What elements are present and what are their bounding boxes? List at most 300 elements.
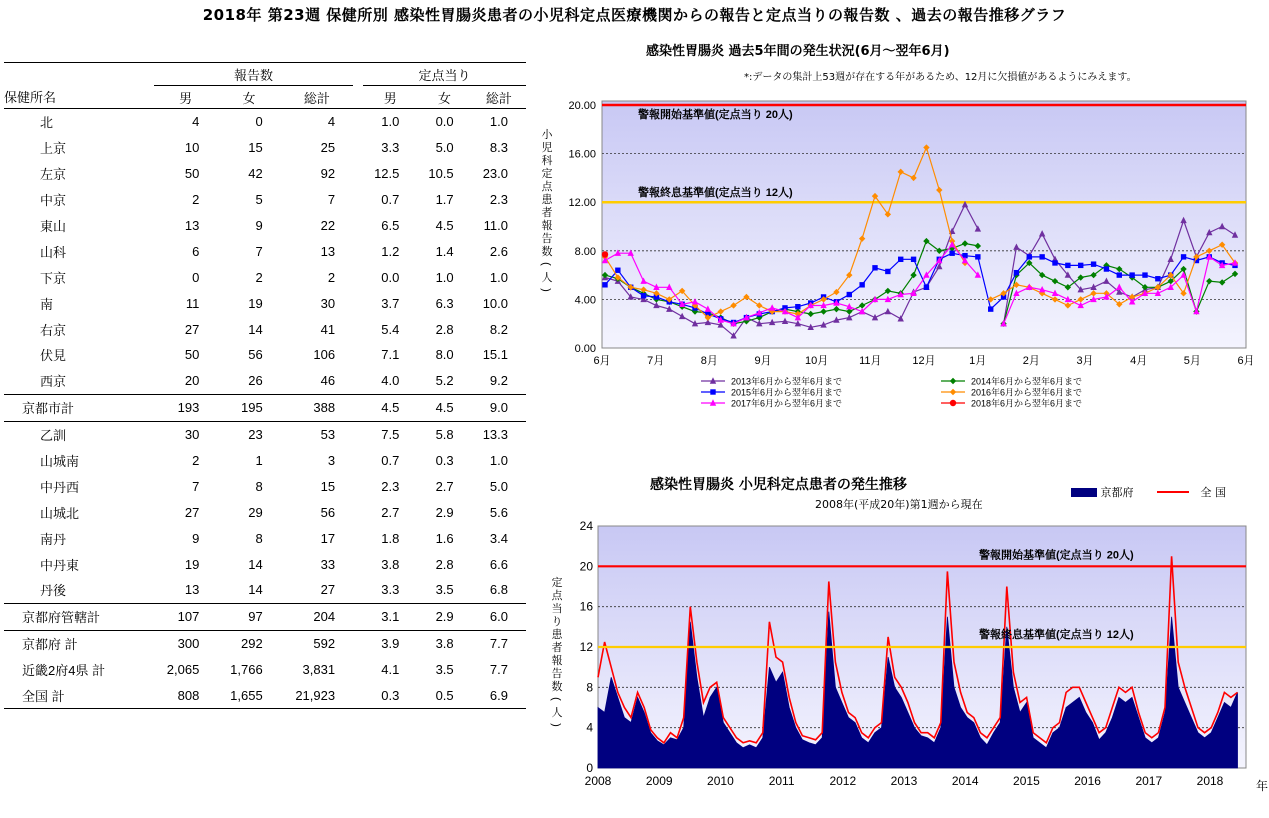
row-name: 西京 <box>40 374 67 390</box>
chart-point <box>1039 254 1044 259</box>
cell-report: 1,766 <box>230 662 263 678</box>
cell-report: 204 <box>281 603 353 630</box>
cell-report: 11 <box>185 295 200 311</box>
legend-national-label: 全 国 <box>1200 486 1226 499</box>
chart-point <box>975 254 980 259</box>
chart1-y-tick-label: 8.00 <box>574 245 596 258</box>
svg-text:(: ( <box>550 697 562 701</box>
report-table-body <box>4 63 526 709</box>
chart-point <box>949 251 954 256</box>
svg-text:り: り <box>551 616 563 628</box>
cell-report: 56 <box>320 504 336 520</box>
cell-report: 15 <box>320 478 336 494</box>
table-row <box>4 264 526 290</box>
chart1-x-tick-label: 11月 <box>859 355 882 367</box>
cell-report: 14 <box>248 321 263 337</box>
chart1-x-tick-label: 10月 <box>805 355 829 367</box>
cell-report: 26 <box>248 373 263 389</box>
chart1-warning-start-label: 警報開始基準値(定点当り 20人) <box>638 109 793 121</box>
cell-report: 1,655 <box>217 683 280 709</box>
cell-report: 7 <box>327 192 336 208</box>
table-row <box>4 525 526 551</box>
cell-report: 2 <box>192 453 200 469</box>
chart-point <box>615 268 620 273</box>
cell-rate: 7.1 <box>381 347 400 363</box>
chart2-y-tick-label: 0 <box>586 761 593 775</box>
row-name: 東山 <box>40 219 67 234</box>
chart-point <box>1065 263 1070 268</box>
svg-text:児: 児 <box>541 142 553 154</box>
cell-report: 46 <box>320 373 336 389</box>
cell-report: 592 <box>281 630 353 656</box>
cell-report: 195 <box>217 394 280 421</box>
row-name: 右京 <box>40 322 67 338</box>
cell-report: 50 <box>184 166 200 182</box>
chart2-x-tick-label: 2018 <box>1196 774 1224 788</box>
chart1-y-tick-label: 4.00 <box>574 294 596 307</box>
chart2-x-tick-label: 2012 <box>829 774 857 788</box>
chart1-legend <box>701 376 1082 409</box>
row-name: 下京 <box>40 270 67 286</box>
chart1-x-tick-label: 4月 <box>1130 355 1148 367</box>
cell-report: 7 <box>255 243 263 259</box>
svg-text:患: 患 <box>541 194 553 206</box>
row-name: 中丹西 <box>40 479 80 495</box>
svg-text:当: 当 <box>551 603 563 615</box>
cell-rate: 2.9 <box>435 504 454 520</box>
chart-point <box>602 282 607 287</box>
cell-rate: 23.0 <box>482 166 508 182</box>
chart2-x-tick-label: 2014 <box>951 774 979 788</box>
table-row <box>4 683 526 709</box>
cell-report: 92 <box>320 166 336 182</box>
cell-report: 1 <box>255 453 263 469</box>
cell-report: 13 <box>184 582 200 598</box>
table-row <box>4 342 526 368</box>
cell-rate: 0.7 <box>381 192 400 208</box>
svg-text:者: 者 <box>541 207 553 219</box>
chart1-x-tick-label: 9月 <box>754 355 772 367</box>
legend-label: 2016年6月から翌年6月まで <box>971 387 1083 398</box>
table-column-header-row <box>4 86 526 109</box>
cell-rate: 1.6 <box>435 530 454 546</box>
cell-rate: 4.5 <box>363 394 417 421</box>
table-row <box>4 448 526 474</box>
col-header-name: 保健所名 <box>4 86 154 109</box>
svg-text:(: ( <box>540 262 552 266</box>
group-header-per-sentinel: 定点当り <box>363 63 526 86</box>
cell-report: 107 <box>154 603 217 630</box>
cell-rate: 2.8 <box>435 321 454 337</box>
chart2-y-axis-label <box>550 576 564 727</box>
table-row <box>4 368 526 394</box>
cell-rate: 6.9 <box>472 683 526 709</box>
cell-rate: 3.3 <box>381 582 400 598</box>
row-name: 京都市計 <box>4 394 154 421</box>
chart-point <box>1129 272 1134 277</box>
row-name: 伏見 <box>40 348 67 364</box>
chart2-x-tick-label: 2010 <box>707 774 734 788</box>
cell-report: 97 <box>217 603 280 630</box>
cell-rate: 5.8 <box>417 421 471 447</box>
cell-report: 9 <box>255 218 263 233</box>
cell-rate: 2.7 <box>381 504 400 520</box>
legend-national-swatch <box>1157 491 1189 493</box>
chart-point <box>924 285 929 290</box>
cell-rate: 1.8 <box>381 530 400 546</box>
chart1-x-tick-label: 12月 <box>912 355 936 367</box>
chart-point <box>1014 270 1019 275</box>
chart-point <box>950 389 956 395</box>
chart2-x-tick-label: 2017 <box>1135 774 1163 788</box>
chart1-y-tick-label: 0.00 <box>574 343 596 355</box>
table-row <box>4 551 526 577</box>
chart2-x-tick-label: 2008 <box>584 774 612 788</box>
cell-rate: 1.0 <box>435 269 454 285</box>
cell-rate: 3.8 <box>381 556 400 572</box>
row-name: 山城北 <box>40 505 80 521</box>
row-name: 左京 <box>40 167 67 183</box>
cell-rate: 0.0 <box>435 114 454 130</box>
svg-text:報: 報 <box>551 655 563 667</box>
svg-text:報: 報 <box>541 220 553 232</box>
table-group-header-row <box>4 63 526 86</box>
cell-report: 13 <box>320 243 336 259</box>
cell-rate: 6.6 <box>489 556 508 572</box>
cell-rate: 4.0 <box>381 373 400 389</box>
cell-rate: 0.3 <box>435 453 454 469</box>
cell-rate: 1.2 <box>381 243 400 259</box>
report-table <box>4 62 526 709</box>
legend-kyoto-swatch <box>1071 488 1097 497</box>
cell-report: 388 <box>281 394 353 421</box>
cell-report: 30 <box>154 421 217 447</box>
cell-rate: 3.8 <box>417 630 471 656</box>
table-row <box>4 238 526 264</box>
cell-report: 25 <box>320 140 336 156</box>
chart2-trend-area-chart <box>534 506 1269 816</box>
table-row <box>4 161 526 187</box>
row-name: 山城南 <box>40 454 80 470</box>
chart-point <box>898 257 903 262</box>
legend-label: 2015年6月から翌年6月まで <box>731 387 843 398</box>
chart1-y-tick-label: 16.00 <box>568 148 596 161</box>
cell-rate: 0.3 <box>363 683 417 709</box>
chart1-title: 感染性胃腸炎 過去5年間の発生状況(6月～翌年6月) <box>646 44 950 59</box>
cell-rate: 1.0 <box>489 453 508 469</box>
chart1-y-axis-label <box>540 127 554 292</box>
cell-rate: 8.0 <box>435 347 454 363</box>
cell-rate: 10.0 <box>482 295 508 311</box>
cell-rate: 0.0 <box>381 269 400 285</box>
cell-report: 3 <box>327 453 336 469</box>
row-name: 中丹東 <box>40 557 80 573</box>
cell-report: 20 <box>184 373 200 389</box>
cell-rate: 3.4 <box>489 530 508 546</box>
cell-report: 56 <box>248 347 263 363</box>
table-row <box>4 135 526 161</box>
chart2-x-tick-label: 2015 <box>1013 774 1040 788</box>
cell-report: 53 <box>281 421 353 447</box>
cell-rate: 10.5 <box>428 166 454 182</box>
cell-rate: 3.3 <box>381 140 400 156</box>
cell-rate: 15.1 <box>482 347 508 363</box>
row-name: 全国 計 <box>4 683 154 709</box>
chart-point <box>950 400 956 406</box>
table-row <box>4 657 526 683</box>
cell-rate: 2.3 <box>489 192 508 208</box>
chart-point <box>872 265 877 270</box>
svg-text:数: 数 <box>541 246 553 258</box>
chart1-warning-end-label: 警報終息基準値(定点当り 12人) <box>638 187 793 200</box>
row-name: 上京 <box>40 141 67 157</box>
col-header-rate-1: 男 <box>363 86 417 109</box>
cell-report: 2 <box>192 192 200 208</box>
cell-report: 14 <box>248 556 263 572</box>
cell-rate: 6.8 <box>489 582 508 598</box>
cell-report: 292 <box>217 630 280 656</box>
cell-report: 33 <box>320 556 336 572</box>
cell-report: 8 <box>255 478 263 494</box>
cell-report: 27 <box>320 582 336 598</box>
chart1-five-year-line-chart <box>534 80 1264 420</box>
cell-rate: 5.0 <box>435 140 454 156</box>
chart2-x-tick-label: 2013 <box>890 774 918 788</box>
row-name: 北 <box>40 115 54 131</box>
legend-label: 2013年6月から翌年6月まで <box>731 376 843 387</box>
svg-text:数: 数 <box>551 681 563 693</box>
cell-rate: 13.3 <box>472 421 526 447</box>
cell-report: 13 <box>184 218 200 233</box>
row-name: 南 <box>40 296 54 312</box>
chart-point <box>1155 276 1160 281</box>
row-name: 中京 <box>40 193 67 209</box>
cell-rate: 4.1 <box>381 662 400 678</box>
svg-text:点: 点 <box>541 181 553 193</box>
cell-rate: 2.3 <box>381 478 400 494</box>
chart-point <box>710 389 715 394</box>
cell-report: 29 <box>248 504 263 520</box>
chart1-x-tick-label: 6月 <box>593 355 611 367</box>
chart-point <box>1027 254 1032 259</box>
chart-point <box>1078 263 1083 268</box>
legend-label: 2017年6月から翌年6月まで <box>731 398 843 409</box>
row-name: 乙訓 <box>4 421 154 447</box>
chart2-x-tick-label: 2016 <box>1074 774 1101 788</box>
svg-text:定: 定 <box>551 577 563 589</box>
table-row <box>4 187 526 213</box>
svg-text:科: 科 <box>541 155 553 167</box>
cell-report: 4 <box>192 114 200 130</box>
cell-report: 42 <box>248 166 263 182</box>
cell-rate: 1.4 <box>435 243 454 259</box>
chart-point <box>1142 272 1147 277</box>
cell-report: 23 <box>217 421 280 447</box>
cell-report: 9 <box>192 530 200 546</box>
cell-report: 193 <box>154 394 217 421</box>
col-header-report-1: 男 <box>154 86 217 109</box>
chart1-note: *:データの集計上53週が存在する年があるため、12月に欠損値があるようにみえます。 <box>744 72 1137 83</box>
row-name: 京都府 計 <box>4 630 154 656</box>
chart2-warning-start-label: 警報開始基準値(定点当り 20人) <box>979 549 1134 562</box>
cell-report: 19 <box>184 556 200 572</box>
chart2-title: 感染性胃腸炎 小児科定点患者の発生推移 <box>650 477 907 493</box>
table-row <box>4 394 526 421</box>
chart2-y-tick-label: 24 <box>579 519 593 533</box>
chart1-x-tick-label: 6月 <box>1237 355 1255 367</box>
legend-label: 2018年6月から翌年6月まで <box>971 398 1083 409</box>
cell-rate: 5.2 <box>435 373 454 389</box>
chart1-x-tick-label: 3月 <box>1076 355 1094 367</box>
cell-rate: 2.8 <box>435 556 454 572</box>
svg-text:告: 告 <box>551 668 563 680</box>
svg-text:告: 告 <box>541 233 553 245</box>
cell-rate: 2.9 <box>417 603 471 630</box>
cell-rate: 7.7 <box>472 630 526 656</box>
chart2-x-unit: 年 <box>1255 779 1269 793</box>
legend-label: 2014年6月から翌年6月まで <box>971 376 1083 387</box>
col-header-rate-3: 総計 <box>472 86 526 109</box>
svg-text:点: 点 <box>551 590 563 602</box>
cell-rate: 3.9 <box>363 630 417 656</box>
svg-text:): ) <box>540 288 552 292</box>
col-header-rate-2: 女 <box>417 86 471 109</box>
cell-rate: 5.4 <box>381 321 400 337</box>
cell-report: 8 <box>255 530 263 546</box>
cell-report: 2 <box>327 269 336 285</box>
chart-point <box>988 306 993 311</box>
cell-report: 7 <box>192 478 200 494</box>
chart-point <box>1181 254 1186 259</box>
table-row <box>4 421 526 447</box>
row-name: 近畿2府4県 計 <box>22 663 106 679</box>
cell-rate: 1.0 <box>381 114 400 130</box>
table-row <box>4 603 526 630</box>
chart1-series-6 <box>602 251 608 257</box>
table-row <box>4 630 526 656</box>
chart1-y-tick-label: 12.00 <box>568 197 596 210</box>
cell-rate: 9.2 <box>489 373 508 389</box>
chart2-y-tick-label: 16 <box>579 599 593 614</box>
chart1-y-tick-label: 20.00 <box>568 100 596 112</box>
cell-rate: 2.7 <box>435 478 454 494</box>
row-name: 山科 <box>40 244 67 260</box>
cell-report: 4 <box>327 114 336 130</box>
col-header-report-2: 女 <box>217 86 280 109</box>
svg-text:): ) <box>550 723 562 727</box>
cell-rate: 8.3 <box>489 140 508 156</box>
cell-report: 50 <box>184 347 200 363</box>
cell-rate: 0.5 <box>417 683 471 709</box>
cell-report: 0 <box>192 269 200 285</box>
cell-rate: 3.1 <box>363 603 417 630</box>
cell-rate: 1.0 <box>489 269 508 285</box>
svg-text:者: 者 <box>551 642 563 654</box>
svg-text:定: 定 <box>541 168 553 180</box>
cell-rate: 3.5 <box>435 662 454 678</box>
row-name: 南丹 <box>40 531 67 547</box>
cell-report: 0 <box>255 114 263 130</box>
chart2-y-tick-label: 8 <box>586 680 593 695</box>
chart2-warning-end-label: 警報終息基準値(定点当り 12人) <box>979 629 1134 641</box>
cell-rate: 1.7 <box>435 192 454 208</box>
chart-point <box>795 304 800 309</box>
page-title: 2018年 第23週 保健所別 感染性胃腸炎患者の小児科定点医療機関からの報告と定点当りの報告数 、過去の報告推移グラフ <box>202 6 1067 24</box>
cell-rate: 3.7 <box>381 295 400 311</box>
chart-point <box>1091 261 1096 266</box>
cell-report: 30 <box>320 295 336 311</box>
cell-rate: 12.5 <box>374 166 400 182</box>
chart2-y-tick-label: 20 <box>579 559 593 574</box>
cell-report: 2,065 <box>166 662 200 678</box>
table-row <box>4 473 526 499</box>
cell-rate: 5.6 <box>489 504 508 520</box>
cell-rate: 1.0 <box>489 114 508 130</box>
chart1-x-tick-label: 7月 <box>647 355 665 367</box>
chart-point <box>950 378 956 384</box>
cell-rate: 3.5 <box>435 582 454 598</box>
chart2-legend <box>1071 484 1226 500</box>
chart-point <box>602 251 608 257</box>
chart1-x-tick-label: 2月 <box>1022 355 1040 367</box>
cell-rate: 6.5 <box>381 218 400 233</box>
cell-report: 5 <box>255 192 263 208</box>
cell-rate: 6.3 <box>435 295 454 311</box>
chart1-x-tick-label: 8月 <box>700 355 718 367</box>
cell-report: 6 <box>192 243 200 259</box>
cell-report: 808 <box>154 683 217 709</box>
chart2-x-tick-label: 2011 <box>768 774 795 788</box>
cell-report: 41 <box>320 321 336 337</box>
chart2-x-tick-label: 2009 <box>645 774 673 788</box>
table-row <box>4 577 526 603</box>
cell-report: 106 <box>313 347 336 363</box>
table-row <box>4 499 526 525</box>
chart-point <box>885 269 890 274</box>
legend-kyoto-label: 京都府 <box>1100 486 1134 499</box>
chart-point <box>911 257 916 262</box>
chart-point <box>859 282 864 287</box>
cell-report: 27 <box>184 321 200 337</box>
cell-report: 2 <box>255 269 263 285</box>
cell-rate: 2.6 <box>489 243 508 259</box>
svg-text:人: 人 <box>551 707 563 719</box>
svg-text:小: 小 <box>541 129 553 141</box>
cell-report: 10 <box>184 140 200 156</box>
chart-point <box>847 292 852 297</box>
chart-point <box>1117 272 1122 277</box>
chart2-subtitle: 2008年(平成20年)第1週から現在 <box>815 498 983 511</box>
cell-rate: 9.0 <box>472 394 526 421</box>
cell-rate: 7.5 <box>363 421 417 447</box>
row-name: 京都府管轄計 <box>4 603 154 630</box>
row-name: 丹後 <box>40 583 67 599</box>
cell-report: 17 <box>320 530 336 546</box>
chart-point <box>1052 260 1057 265</box>
cell-rate: 8.2 <box>489 321 508 337</box>
cell-rate: 4.5 <box>435 218 454 233</box>
col-header-report-3: 総計 <box>281 86 353 109</box>
chart2-y-tick-label: 12 <box>579 640 593 654</box>
cell-rate: 5.0 <box>489 478 508 494</box>
cell-report: 21,923 <box>281 683 353 709</box>
chart-point <box>1104 266 1109 271</box>
chart2-y-tick-label: 4 <box>586 720 593 735</box>
svg-text:患: 患 <box>551 629 563 641</box>
table-row <box>4 109 526 135</box>
cell-report: 300 <box>154 630 217 656</box>
cell-report: 22 <box>320 218 336 233</box>
